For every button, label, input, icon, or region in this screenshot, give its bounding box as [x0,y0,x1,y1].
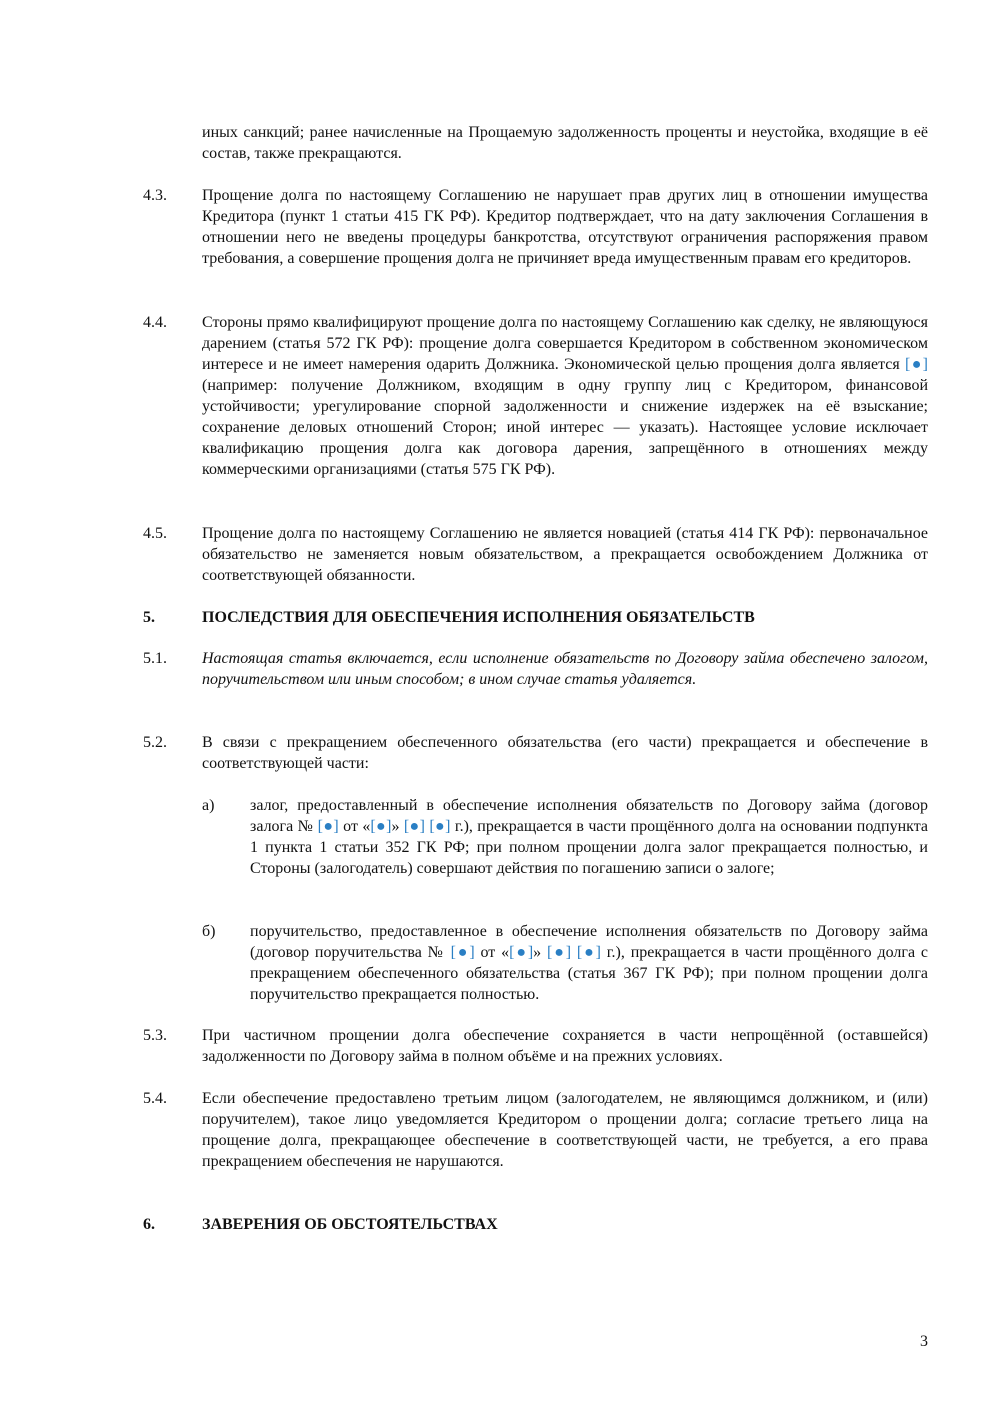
clause-5-1 [143,648,928,690]
clause-text: Настоящая статья включается, если исполнение обязательств по Договору займа обеспечено залогом, поручительством или иным способом; в ином случае статья удаляется. [202,650,928,688]
clause-number: 5.2. [143,734,167,751]
placeholder-marker: [●] [509,944,534,961]
clause-text: Прощение долга по настоящему Соглашению не нарушает прав других лиц в отношении имущества Кредитора (пункт 1 статьи 415 ГК РФ). Кредитор подтверждает, что на дату заключения Соглашения в отношении него не введены процедуры банкротства, отсутствуют ограничения распоряжения правом требования, а совершение прощения долга не причиняет вреда имущественным правам его кредиторов. [202,187,928,267]
continuation-paragraph [143,122,928,164]
paragraph-text: иных санкций; ранее начисленные на Прощаемую задолженность проценты и неустойка, входящие в её состав, также прекращаются. [202,124,928,162]
subclause-a [202,795,928,879]
placeholder-marker: [●] [403,818,425,835]
text-segment: г.), прекращается в части прощённого долга с прекращением обеспеченного обязательства (статья 367 ГК РФ); при полном прощении долга поручительство прекращается полностью. [250,944,929,1003]
placeholder-marker: [●] [905,356,929,373]
placeholder-marker: [●] [547,944,572,961]
text-segment: залог, предоставленный в обеспечение исполнения обязательств по Договору займа (договор залога № [250,797,928,835]
placeholder-marker: [●] [370,818,392,835]
clause-5-4 [143,1088,928,1172]
clause-text [202,312,928,480]
clause-text: В связи с прекращением обеспеченного обязательства (его части) прекращается и обеспечение в соответствующей части: [202,734,928,772]
placeholder-marker: [●] [429,818,451,835]
section-title: ПОСЛЕДСТВИЯ ДЛЯ ОБЕСПЕЧЕНИЯ ИСПОЛНЕНИЯ ОБЯЗАТЕЛЬСТВ [202,609,755,626]
text-segment: от « [474,944,510,961]
placeholder-marker: [●] [450,944,475,961]
clause-number: 4.3. [143,187,167,204]
text-segment: Стороны прямо квалифицируют прощение долга по настоящему Соглашению как сделку, не являющуюся дарением (статья 572 ГК РФ): прощение долга совершается Кредитором в собственном экономическом интересе и не имеет намерения одарить Должника. Экономической целью прощения долга является [202,314,928,373]
text-segment: » [391,818,404,835]
clause-5-3 [143,1025,928,1067]
clause-4-5 [143,523,928,586]
clause-number: 5.3. [143,1027,167,1044]
clause-number: 4.4. [143,314,167,331]
text-segment: от « [338,818,371,835]
section-6-heading [143,1214,928,1235]
text-segment: (например: получение Должником, входящим в одну группу лиц с Кредитором, финансовой устойчивости; урегулирование спорной задолженности и снижение издержек на её взыскание; сохранение деловых отношений Сторон; иной интерес — указать). Настоящее условие исключает квалификацию прощения долга как договора дарения, запрещённого в отношениях между коммерческими организациями (статья 575 ГК РФ). [202,377,928,478]
text-segment: поручительство, предоставленное в обеспечение исполнения обязательств по Договору займа (договор поручительства № [250,923,928,961]
section-5-heading [143,607,928,628]
section-title: ЗАВЕРЕНИЯ ОБ ОБСТОЯТЕЛЬСТВАХ [202,1216,498,1233]
subclause-text [250,921,928,1005]
clause-number: 5.1. [143,650,167,667]
page-number: 3 [920,1333,928,1350]
subclause-letter: а) [202,797,215,814]
placeholder-marker: [●] [576,944,601,961]
clause-5-2 [143,732,928,774]
clause-number: 4.5. [143,525,167,542]
section-number: 5. [143,609,155,626]
clause-text: Если обеспечение предоставлено третьим лицом (залогодателем, не являющимся должником, и (или) поручителем), такое лицо уведомляется Кредитором о прощении долга; согласие третьего лица на прощение долга, прекращающее обеспечение в соответствующей части, не требуется, а его права прекращением обеспечения не нарушаются. [202,1090,928,1170]
placeholder-marker: [●] [317,818,339,835]
section-number: 6. [143,1216,155,1233]
subclause-letter: б) [202,923,216,940]
text-segment: г.), прекращается в части прощённого долга на основании подпункта 1 пункта 1 статьи 352 ГК РФ; при полном прощении долга залог прекращается полностью, и Стороны (залогодатель) совершают действия по погашению записи о залоге; [250,818,929,877]
clause-4-3 [143,185,928,269]
clause-number: 5.4. [143,1090,167,1107]
text-segment: » [533,944,548,961]
clause-text: При частичном прощении долга обеспечение сохраняется в части непрощённой (оставшейся) задолженности по Договору займа в полном объёме и на прежних условиях. [202,1027,928,1065]
subclause-b [202,921,928,1005]
clause-text: Прощение долга по настоящему Соглашению не является новацией (статья 414 ГК РФ): первоначальное обязательство не заменяется новым обязательством, а прекращается освобождением Должника от соответствующей обязанности. [202,525,928,584]
subclause-text [250,795,928,879]
clause-4-4 [143,312,928,480]
